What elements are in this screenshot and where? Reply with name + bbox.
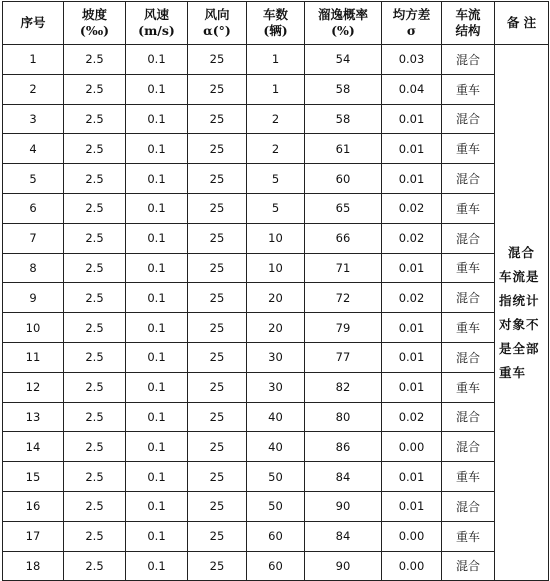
header-std-dev xyxy=(382,2,442,45)
table-row xyxy=(3,551,549,581)
cell-escape-prob: 90 xyxy=(305,491,382,521)
cell-flow: 重车 xyxy=(442,193,495,223)
cell-std-dev: 0.03 xyxy=(382,45,442,75)
remark-cell xyxy=(495,45,549,581)
cell-slope: 2.5 xyxy=(64,372,126,402)
cell-wind-dir: 25 xyxy=(188,74,247,104)
cell-vehicles: 40 xyxy=(247,402,305,432)
header-slope-name: 坡度 xyxy=(81,7,107,22)
cell-vehicles: 5 xyxy=(247,164,305,194)
cell-flow: 重车 xyxy=(442,74,495,104)
cell-flow: 混合 xyxy=(442,491,495,521)
cell-slope: 2.5 xyxy=(64,462,126,492)
cell-std-dev: 0.02 xyxy=(382,193,442,223)
cell-std-dev: 0.00 xyxy=(382,521,442,551)
table-row xyxy=(3,164,549,194)
cell-flow: 混合 xyxy=(442,223,495,253)
table-row xyxy=(3,402,549,432)
cell-slope: 2.5 xyxy=(64,551,126,581)
cell-vehicles: 30 xyxy=(247,342,305,372)
cell-escape-prob: 54 xyxy=(305,45,382,75)
header-wind-speed-unit: (m/s) xyxy=(138,23,175,38)
cell-slope: 2.5 xyxy=(64,313,126,343)
cell-escape-prob: 79 xyxy=(305,313,382,343)
header-slope-unit: (‰) xyxy=(79,23,110,38)
cell-seq: 11 xyxy=(3,342,64,372)
table-row xyxy=(3,193,549,223)
header-wind-dir-name: 风向 xyxy=(204,7,230,22)
cell-seq: 13 xyxy=(3,402,64,432)
cell-std-dev: 0.00 xyxy=(382,551,442,581)
cell-flow: 混合 xyxy=(442,283,495,313)
cell-wind-speed: 0.1 xyxy=(126,372,188,402)
header-std-dev-name: 均方差 xyxy=(392,7,431,22)
cell-wind-dir: 25 xyxy=(188,283,247,313)
cell-escape-prob: 71 xyxy=(305,253,382,283)
cell-slope: 2.5 xyxy=(64,402,126,432)
cell-flow: 混合 xyxy=(442,432,495,462)
cell-slope: 2.5 xyxy=(64,342,126,372)
cell-vehicles: 20 xyxy=(247,313,305,343)
header-escape-prob xyxy=(305,2,382,45)
cell-flow: 重车 xyxy=(442,372,495,402)
cell-wind-dir: 25 xyxy=(188,342,247,372)
cell-flow: 重车 xyxy=(442,134,495,164)
cell-vehicles: 30 xyxy=(247,372,305,402)
cell-std-dev: 0.01 xyxy=(382,313,442,343)
table-row xyxy=(3,491,549,521)
cell-wind-dir: 25 xyxy=(188,45,247,75)
cell-vehicles: 50 xyxy=(247,462,305,492)
cell-flow: 混合 xyxy=(442,342,495,372)
cell-wind-speed: 0.1 xyxy=(126,253,188,283)
cell-wind-dir: 25 xyxy=(188,402,247,432)
cell-vehicles: 1 xyxy=(247,74,305,104)
cell-wind-dir: 25 xyxy=(188,491,247,521)
cell-wind-speed: 0.1 xyxy=(126,342,188,372)
remark-line: 重车 xyxy=(499,364,527,380)
cell-wind-dir: 25 xyxy=(188,372,247,402)
cell-std-dev: 0.01 xyxy=(382,253,442,283)
cell-std-dev: 0.01 xyxy=(382,164,442,194)
table-row xyxy=(3,432,549,462)
cell-flow: 重车 xyxy=(442,462,495,492)
cell-slope: 2.5 xyxy=(64,491,126,521)
cell-flow: 重车 xyxy=(442,313,495,343)
header-flow xyxy=(442,2,495,45)
cell-escape-prob: 61 xyxy=(305,134,382,164)
table-row xyxy=(3,342,549,372)
remark-line: 指统计 xyxy=(499,292,540,308)
header-std-dev-symbol: σ xyxy=(406,23,417,38)
table-row xyxy=(3,283,549,313)
cell-wind-speed: 0.1 xyxy=(126,521,188,551)
cell-seq: 1 xyxy=(3,45,64,75)
cell-vehicles: 1 xyxy=(247,45,305,75)
cell-escape-prob: 58 xyxy=(305,104,382,134)
cell-wind-speed: 0.1 xyxy=(126,164,188,194)
header-wind-dir xyxy=(188,2,247,45)
table-row xyxy=(3,45,549,75)
cell-vehicles: 10 xyxy=(247,253,305,283)
data-table xyxy=(2,1,549,581)
cell-vehicles: 40 xyxy=(247,432,305,462)
table-row xyxy=(3,313,549,343)
cell-wind-speed: 0.1 xyxy=(126,193,188,223)
header-row xyxy=(3,2,549,45)
cell-flow: 混合 xyxy=(442,402,495,432)
header-vehicles xyxy=(247,2,305,45)
cell-wind-speed: 0.1 xyxy=(126,313,188,343)
table-row xyxy=(3,223,549,253)
cell-seq: 4 xyxy=(3,134,64,164)
cell-escape-prob: 66 xyxy=(305,223,382,253)
cell-flow: 混合 xyxy=(442,45,495,75)
cell-seq: 17 xyxy=(3,521,64,551)
cell-flow: 混合 xyxy=(442,551,495,581)
cell-slope: 2.5 xyxy=(64,521,126,551)
remark-line: 车流是 xyxy=(499,268,540,284)
header-wind-dir-unit: α(°) xyxy=(203,23,231,38)
cell-escape-prob: 82 xyxy=(305,372,382,402)
cell-escape-prob: 84 xyxy=(305,521,382,551)
cell-wind-dir: 25 xyxy=(188,164,247,194)
cell-seq: 15 xyxy=(3,462,64,492)
header-escape-prob-name: 溜逸概率 xyxy=(317,7,368,22)
table-row xyxy=(3,74,549,104)
cell-seq: 7 xyxy=(3,223,64,253)
cell-std-dev: 0.01 xyxy=(382,104,442,134)
cell-wind-dir: 25 xyxy=(188,432,247,462)
cell-slope: 2.5 xyxy=(64,74,126,104)
cell-seq: 8 xyxy=(3,253,64,283)
cell-wind-speed: 0.1 xyxy=(126,432,188,462)
header-wind-speed xyxy=(126,2,188,45)
cell-wind-dir: 25 xyxy=(188,104,247,134)
cell-escape-prob: 60 xyxy=(305,164,382,194)
cell-wind-speed: 0.1 xyxy=(126,134,188,164)
table-row xyxy=(3,134,549,164)
cell-wind-speed: 0.1 xyxy=(126,223,188,253)
table-header xyxy=(3,2,549,45)
remark-line: 混合 xyxy=(507,244,535,260)
cell-wind-dir: 25 xyxy=(188,521,247,551)
cell-escape-prob: 84 xyxy=(305,462,382,492)
header-escape-prob-unit: (%) xyxy=(331,23,355,38)
cell-wind-speed: 0.1 xyxy=(126,283,188,313)
cell-wind-dir: 25 xyxy=(188,134,247,164)
cell-escape-prob: 77 xyxy=(305,342,382,372)
cell-slope: 2.5 xyxy=(64,104,126,134)
cell-std-dev: 0.00 xyxy=(382,432,442,462)
cell-std-dev: 0.04 xyxy=(382,74,442,104)
cell-seq: 18 xyxy=(3,551,64,581)
cell-seq: 10 xyxy=(3,313,64,343)
cell-escape-prob: 65 xyxy=(305,193,382,223)
cell-vehicles: 60 xyxy=(247,551,305,581)
cell-flow: 重车 xyxy=(442,253,495,283)
cell-escape-prob: 80 xyxy=(305,402,382,432)
cell-wind-dir: 25 xyxy=(188,223,247,253)
cell-wind-dir: 25 xyxy=(188,253,247,283)
table-row xyxy=(3,104,549,134)
cell-seq: 14 xyxy=(3,432,64,462)
cell-vehicles: 2 xyxy=(247,134,305,164)
cell-escape-prob: 90 xyxy=(305,551,382,581)
cell-flow: 混合 xyxy=(442,104,495,134)
remark-line: 对象不 xyxy=(499,316,540,332)
table-row xyxy=(3,521,549,551)
cell-slope: 2.5 xyxy=(64,134,126,164)
cell-flow: 混合 xyxy=(442,164,495,194)
cell-slope: 2.5 xyxy=(64,193,126,223)
cell-slope: 2.5 xyxy=(64,283,126,313)
cell-wind-dir: 25 xyxy=(188,313,247,343)
header-vehicles-name: 车数 xyxy=(262,7,288,22)
cell-flow: 重车 xyxy=(442,521,495,551)
cell-wind-dir: 25 xyxy=(188,193,247,223)
table-body xyxy=(3,45,549,581)
cell-std-dev: 0.02 xyxy=(382,402,442,432)
cell-escape-prob: 58 xyxy=(305,74,382,104)
cell-seq: 2 xyxy=(3,74,64,104)
table-row xyxy=(3,253,549,283)
header-seq: 序号 xyxy=(3,2,64,45)
header-wind-speed-name: 风速 xyxy=(143,7,169,22)
table-row xyxy=(3,462,549,492)
cell-seq: 6 xyxy=(3,193,64,223)
cell-vehicles: 2 xyxy=(247,104,305,134)
cell-slope: 2.5 xyxy=(64,164,126,194)
cell-escape-prob: 72 xyxy=(305,283,382,313)
cell-std-dev: 0.01 xyxy=(382,372,442,402)
cell-wind-dir: 25 xyxy=(188,551,247,581)
cell-wind-speed: 0.1 xyxy=(126,104,188,134)
cell-slope: 2.5 xyxy=(64,45,126,75)
header-flow-line1: 车流 xyxy=(455,7,481,22)
cell-vehicles: 50 xyxy=(247,491,305,521)
cell-seq: 5 xyxy=(3,164,64,194)
cell-seq: 3 xyxy=(3,104,64,134)
header-vehicles-unit: (辆) xyxy=(263,23,288,38)
header-slope xyxy=(64,2,126,45)
cell-seq: 16 xyxy=(3,491,64,521)
cell-escape-prob: 86 xyxy=(305,432,382,462)
cell-slope: 2.5 xyxy=(64,432,126,462)
cell-vehicles: 60 xyxy=(247,521,305,551)
cell-std-dev: 0.02 xyxy=(382,283,442,313)
cell-wind-dir: 25 xyxy=(188,462,247,492)
cell-slope: 2.5 xyxy=(64,253,126,283)
cell-vehicles: 10 xyxy=(247,223,305,253)
cell-wind-speed: 0.1 xyxy=(126,491,188,521)
table-row xyxy=(3,372,549,402)
cell-wind-speed: 0.1 xyxy=(126,45,188,75)
cell-wind-speed: 0.1 xyxy=(126,402,188,432)
header-flow-line2: 结构 xyxy=(455,23,481,38)
remark-line: 是全部 xyxy=(499,340,540,356)
cell-wind-speed: 0.1 xyxy=(126,551,188,581)
cell-seq: 9 xyxy=(3,283,64,313)
cell-std-dev: 0.01 xyxy=(382,342,442,372)
cell-std-dev: 0.02 xyxy=(382,223,442,253)
cell-seq: 12 xyxy=(3,372,64,402)
cell-slope: 2.5 xyxy=(64,223,126,253)
cell-std-dev: 0.01 xyxy=(382,491,442,521)
header-remark: 备 注 xyxy=(495,2,549,45)
cell-vehicles: 5 xyxy=(247,193,305,223)
cell-wind-speed: 0.1 xyxy=(126,462,188,492)
cell-std-dev: 0.01 xyxy=(382,134,442,164)
cell-std-dev: 0.01 xyxy=(382,462,442,492)
cell-wind-speed: 0.1 xyxy=(126,74,188,104)
cell-vehicles: 20 xyxy=(247,283,305,313)
